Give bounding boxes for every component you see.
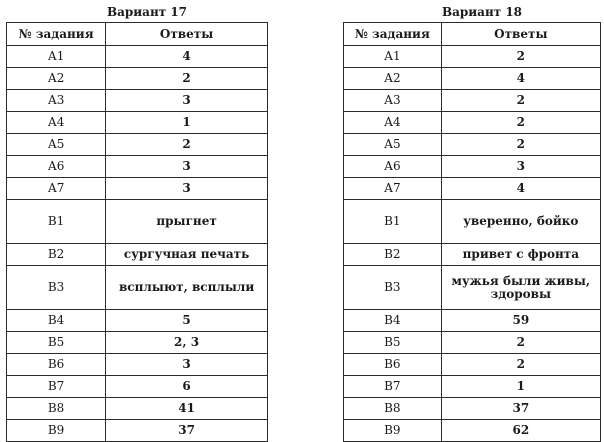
table-row <box>344 200 601 244</box>
table-row <box>7 332 268 354</box>
task-number: В3 <box>344 266 442 310</box>
table-row <box>344 420 601 442</box>
table-row <box>7 354 268 376</box>
task-number: В7 <box>344 376 442 398</box>
task-number: А2 <box>7 68 106 90</box>
task-number: В8 <box>344 398 442 420</box>
variant-18-block <box>343 2 601 442</box>
answer-value: 3 <box>106 178 268 200</box>
answers-table <box>6 22 268 442</box>
table-row <box>7 112 268 134</box>
answers-table <box>343 22 601 442</box>
answer-value: 2 <box>106 134 268 156</box>
answer-value: 3 <box>106 354 268 376</box>
table-row <box>7 90 268 112</box>
answer-value: 2 <box>441 332 600 354</box>
answer-value: 4 <box>441 178 600 200</box>
answer-value: 3 <box>106 156 268 178</box>
variant-title: Вариант 18 <box>441 5 523 19</box>
task-number: А3 <box>344 90 442 112</box>
answer-value: 5 <box>106 310 268 332</box>
table-row <box>7 156 268 178</box>
table-row <box>344 46 601 68</box>
task-number: В2 <box>344 244 442 266</box>
task-number: В6 <box>344 354 442 376</box>
table-row <box>344 332 601 354</box>
table-row <box>7 266 268 310</box>
header-task: № задания <box>7 23 106 46</box>
task-number: А6 <box>7 156 106 178</box>
table-row <box>344 178 601 200</box>
task-number: В5 <box>344 332 442 354</box>
answer-value: 41 <box>106 398 268 420</box>
task-number: В1 <box>344 200 442 244</box>
task-number: А7 <box>344 178 442 200</box>
table-row <box>344 244 601 266</box>
answer-value: 2 <box>441 354 600 376</box>
task-number: В4 <box>7 310 106 332</box>
answer-value: мужья были живы, здоровы <box>441 266 600 310</box>
task-number: В6 <box>7 354 106 376</box>
answer-value: 6 <box>106 376 268 398</box>
table-row <box>344 310 601 332</box>
answer-value: уверенно, бойко <box>441 200 600 244</box>
header-task: № задания <box>344 23 442 46</box>
task-number: В2 <box>7 244 106 266</box>
header-answer: Ответы <box>441 23 600 46</box>
task-number: В9 <box>7 420 106 442</box>
answer-value: 37 <box>441 398 600 420</box>
table-row <box>344 376 601 398</box>
answer-value: всплыют, всплыли <box>106 266 268 310</box>
task-number: А2 <box>344 68 442 90</box>
answer-value: 37 <box>106 420 268 442</box>
answer-value: 4 <box>106 46 268 68</box>
variant-title: Вариант 17 <box>106 5 188 19</box>
table-row <box>7 376 268 398</box>
task-number: В5 <box>7 332 106 354</box>
table-row <box>344 266 601 310</box>
answer-value: 2, 3 <box>106 332 268 354</box>
table-row <box>344 156 601 178</box>
task-number: А3 <box>7 90 106 112</box>
table-row <box>7 200 268 244</box>
answer-value: сургучная печать <box>106 244 268 266</box>
task-number: В7 <box>7 376 106 398</box>
answer-value: 3 <box>106 90 268 112</box>
table-row <box>344 68 601 90</box>
task-number: В4 <box>344 310 442 332</box>
table-row <box>344 354 601 376</box>
answer-value: 1 <box>441 376 600 398</box>
table-row <box>344 134 601 156</box>
table-row <box>7 178 268 200</box>
table-row <box>7 310 268 332</box>
table-row <box>344 90 601 112</box>
table-row <box>7 420 268 442</box>
task-number: В1 <box>7 200 106 244</box>
answer-value: 1 <box>106 112 268 134</box>
answer-value: 3 <box>441 156 600 178</box>
table-row <box>7 46 268 68</box>
table-row <box>344 112 601 134</box>
task-number: В9 <box>344 420 442 442</box>
answer-value: 2 <box>441 134 600 156</box>
answer-value: привет с фронта <box>441 244 600 266</box>
answer-value: 2 <box>441 46 600 68</box>
task-number: А4 <box>344 112 442 134</box>
answer-value: 2 <box>106 68 268 90</box>
answer-value: 62 <box>441 420 600 442</box>
answer-value: прыгнет <box>106 200 268 244</box>
task-number: А7 <box>7 178 106 200</box>
task-number: А4 <box>7 112 106 134</box>
variant-17-block <box>6 2 268 442</box>
table-row <box>7 244 268 266</box>
task-number: В3 <box>7 266 106 310</box>
header-answer: Ответы <box>106 23 268 46</box>
table-row <box>7 398 268 420</box>
answer-value: 59 <box>441 310 600 332</box>
task-number: А5 <box>344 134 442 156</box>
table-row <box>7 68 268 90</box>
answer-value: 2 <box>441 90 600 112</box>
task-number: А1 <box>344 46 442 68</box>
task-number: А5 <box>7 134 106 156</box>
answer-value: 4 <box>441 68 600 90</box>
table-row <box>7 134 268 156</box>
table-row <box>344 398 601 420</box>
task-number: В8 <box>7 398 106 420</box>
task-number: А1 <box>7 46 106 68</box>
answer-value: 2 <box>441 112 600 134</box>
task-number: А6 <box>344 156 442 178</box>
